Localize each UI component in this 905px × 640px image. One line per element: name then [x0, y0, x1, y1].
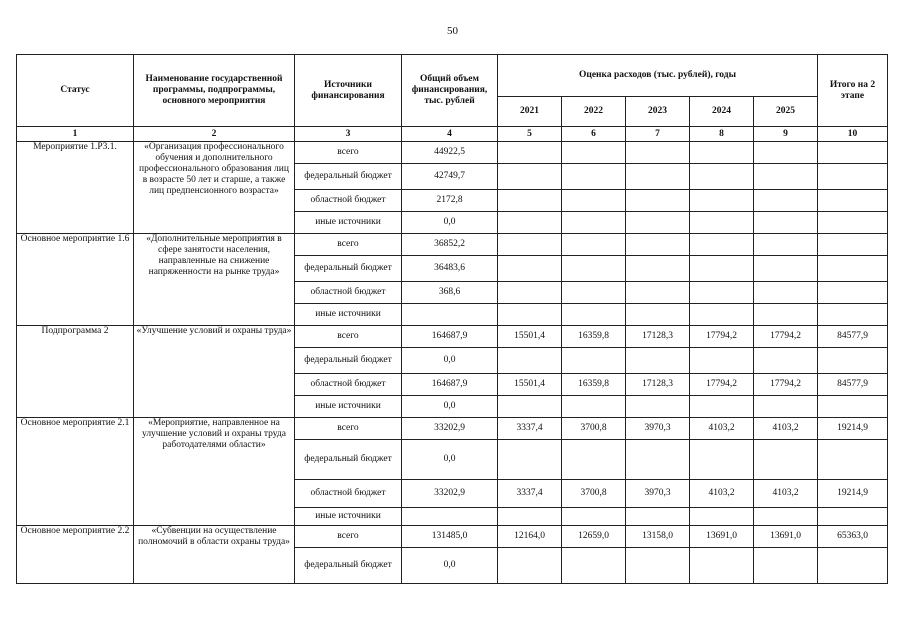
- source-cell: всего: [295, 526, 402, 548]
- column-number: 7: [626, 127, 690, 142]
- table-row: [17, 418, 888, 440]
- total-cell: 33202,9: [402, 418, 498, 440]
- year-cell: 13691,0: [754, 526, 818, 548]
- total-cell: 0,0: [402, 548, 498, 584]
- year-cell: [562, 348, 626, 374]
- column-number: 10: [818, 127, 888, 142]
- year-cell: [754, 548, 818, 584]
- year-cell: 17794,2: [690, 326, 754, 348]
- stage-total-cell: 84577,9: [818, 326, 888, 348]
- year-cell: 3700,8: [562, 480, 626, 508]
- year-cell: [498, 548, 562, 584]
- stage-total-cell: [818, 304, 888, 326]
- stage-total-cell: 84577,9: [818, 374, 888, 396]
- header-sources: Источники финансирования: [295, 55, 402, 127]
- year-cell: [562, 396, 626, 418]
- year-cell: [626, 348, 690, 374]
- year-cell: [562, 234, 626, 256]
- header-status: Статус: [17, 55, 134, 127]
- year-cell: [562, 142, 626, 164]
- year-cell: [562, 548, 626, 584]
- year-cell: 3337,4: [498, 480, 562, 508]
- column-number: 4: [402, 127, 498, 142]
- total-cell: 2172,8: [402, 190, 498, 212]
- year-cell: [562, 212, 626, 234]
- year-cell: [754, 282, 818, 304]
- year-cell: [562, 304, 626, 326]
- source-cell: всего: [295, 142, 402, 164]
- table-row: [17, 234, 888, 256]
- stage-total-cell: 65363,0: [818, 526, 888, 548]
- year-cell: [498, 142, 562, 164]
- year-cell: [690, 164, 754, 190]
- stage-total-cell: [818, 256, 888, 282]
- year-cell: [690, 142, 754, 164]
- year-cell: [690, 508, 754, 526]
- year-cell: 4103,2: [690, 480, 754, 508]
- year-cell: [690, 282, 754, 304]
- year-cell: [498, 348, 562, 374]
- year-cell: 3337,4: [498, 418, 562, 440]
- status-cell: Основное мероприятие 2.2: [17, 526, 134, 584]
- year-cell: [562, 440, 626, 480]
- year-cell: [626, 212, 690, 234]
- year-cell: 3970,3: [626, 418, 690, 440]
- year-cell: [626, 396, 690, 418]
- year-cell: [498, 396, 562, 418]
- year-cell: [754, 190, 818, 212]
- year-cell: 16359,8: [562, 326, 626, 348]
- year-cell: [754, 234, 818, 256]
- year-cell: [498, 256, 562, 282]
- year-cell: [498, 212, 562, 234]
- stage-total-cell: [818, 508, 888, 526]
- year-cell: [626, 304, 690, 326]
- year-cell: 17794,2: [754, 326, 818, 348]
- source-cell: иные источники: [295, 396, 402, 418]
- source-cell: областной бюджет: [295, 480, 402, 508]
- year-cell: [754, 348, 818, 374]
- year-cell: 13158,0: [626, 526, 690, 548]
- year-cell: [690, 440, 754, 480]
- total-cell: 0,0: [402, 348, 498, 374]
- header-year: 2025: [754, 97, 818, 127]
- total-cell: 131485,0: [402, 526, 498, 548]
- year-cell: 17794,2: [754, 374, 818, 396]
- year-cell: 17128,3: [626, 326, 690, 348]
- year-cell: [754, 164, 818, 190]
- stage-total-cell: [818, 440, 888, 480]
- stage-total-cell: [818, 348, 888, 374]
- page-number: 50: [447, 25, 458, 37]
- year-cell: 4103,2: [690, 418, 754, 440]
- year-cell: [498, 440, 562, 480]
- year-cell: 12164,0: [498, 526, 562, 548]
- column-number: 6: [562, 127, 626, 142]
- year-cell: [626, 508, 690, 526]
- year-cell: [690, 256, 754, 282]
- year-cell: [754, 440, 818, 480]
- name-cell: «Дополнительные мероприятия в сфере занятости населения, направленные на снижение напряженности на рынке труда»: [134, 234, 295, 326]
- header-year: 2021: [498, 97, 562, 127]
- year-cell: 3700,8: [562, 418, 626, 440]
- source-cell: иные источники: [295, 508, 402, 526]
- year-cell: [498, 164, 562, 190]
- name-cell: «Улучшение условий и охраны труда»: [134, 326, 295, 418]
- status-cell: Подпрограмма 2: [17, 326, 134, 418]
- total-cell: [402, 304, 498, 326]
- year-cell: [562, 164, 626, 190]
- name-cell: «Мероприятие, направленное на улучшение условий и охраны труда работодателями области»: [134, 418, 295, 526]
- status-cell: Мероприятие 1.Р3.1.: [17, 142, 134, 234]
- total-cell: 0,0: [402, 396, 498, 418]
- year-cell: 17128,3: [626, 374, 690, 396]
- year-cell: [690, 212, 754, 234]
- year-cell: [562, 256, 626, 282]
- table-row: [17, 142, 888, 164]
- column-number: 2: [134, 127, 295, 142]
- year-cell: [754, 304, 818, 326]
- year-cell: 13691,0: [690, 526, 754, 548]
- header-year: 2024: [690, 97, 754, 127]
- total-cell: 368,6: [402, 282, 498, 304]
- year-cell: [754, 256, 818, 282]
- year-cell: [562, 190, 626, 212]
- header-year: 2023: [626, 97, 690, 127]
- name-cell: «Организация профессионального обучения и дополнительного профессионального образования лиц в возрасте 50 лет и старше, а также лиц предпенсионного возраста»: [134, 142, 295, 234]
- year-cell: 15501,4: [498, 326, 562, 348]
- source-cell: всего: [295, 418, 402, 440]
- stage-total-cell: [818, 282, 888, 304]
- source-cell: федеральный бюджет: [295, 440, 402, 480]
- year-cell: [498, 304, 562, 326]
- source-cell: иные источники: [295, 304, 402, 326]
- stage-total-cell: [818, 548, 888, 584]
- total-cell: 0,0: [402, 212, 498, 234]
- source-cell: федеральный бюджет: [295, 256, 402, 282]
- year-cell: [690, 234, 754, 256]
- year-cell: 3970,3: [626, 480, 690, 508]
- source-cell: федеральный бюджет: [295, 164, 402, 190]
- stage-total-cell: [818, 212, 888, 234]
- stage-total-cell: [818, 190, 888, 212]
- source-cell: областной бюджет: [295, 282, 402, 304]
- year-cell: [690, 190, 754, 212]
- column-number: 3: [295, 127, 402, 142]
- total-cell: 164687,9: [402, 326, 498, 348]
- year-cell: [562, 508, 626, 526]
- source-cell: областной бюджет: [295, 374, 402, 396]
- total-cell: 36852,2: [402, 234, 498, 256]
- table-row: [17, 526, 888, 548]
- year-cell: [754, 508, 818, 526]
- year-cell: 4103,2: [754, 418, 818, 440]
- status-cell: Основное мероприятие 2.1: [17, 418, 134, 526]
- source-cell: областной бюджет: [295, 190, 402, 212]
- header-year: 2022: [562, 97, 626, 127]
- year-cell: [690, 304, 754, 326]
- year-cell: [626, 190, 690, 212]
- header-name: Наименование государственной программы, подпрограммы, основного мероприятия: [134, 55, 295, 127]
- budget-table: [16, 54, 888, 584]
- year-cell: [754, 212, 818, 234]
- year-cell: [498, 190, 562, 212]
- stage-total-cell: [818, 164, 888, 190]
- year-cell: 4103,2: [754, 480, 818, 508]
- column-number-row: [17, 127, 888, 142]
- year-cell: 16359,8: [562, 374, 626, 396]
- column-number: 1: [17, 127, 134, 142]
- total-cell: 44922,5: [402, 142, 498, 164]
- source-cell: всего: [295, 326, 402, 348]
- year-cell: [754, 396, 818, 418]
- header-estimate: Оценка расходов (тыс. рублей), годы: [498, 55, 818, 97]
- stage-total-cell: [818, 234, 888, 256]
- total-cell: 36483,6: [402, 256, 498, 282]
- total-cell: 164687,9: [402, 374, 498, 396]
- source-cell: федеральный бюджет: [295, 548, 402, 584]
- year-cell: [626, 282, 690, 304]
- column-number: 5: [498, 127, 562, 142]
- source-cell: федеральный бюджет: [295, 348, 402, 374]
- year-cell: [626, 548, 690, 584]
- name-cell: «Субвенции на осуществление полномочий в области охраны труда»: [134, 526, 295, 584]
- year-cell: [498, 282, 562, 304]
- status-cell: Основное мероприятие 1.6: [17, 234, 134, 326]
- year-cell: [562, 282, 626, 304]
- column-number: 8: [690, 127, 754, 142]
- total-cell: 0,0: [402, 440, 498, 480]
- year-cell: [690, 396, 754, 418]
- year-cell: [690, 548, 754, 584]
- stage-total-cell: [818, 396, 888, 418]
- year-cell: 12659,0: [562, 526, 626, 548]
- year-cell: [690, 348, 754, 374]
- total-cell: 33202,9: [402, 480, 498, 508]
- year-cell: [626, 256, 690, 282]
- total-cell: 42749,7: [402, 164, 498, 190]
- stage-total-cell: 19214,9: [818, 418, 888, 440]
- total-cell: [402, 508, 498, 526]
- source-cell: всего: [295, 234, 402, 256]
- column-number: 9: [754, 127, 818, 142]
- year-cell: [626, 440, 690, 480]
- year-cell: [626, 142, 690, 164]
- year-cell: [754, 142, 818, 164]
- header-stage-total: Итого на 2 этапе: [818, 55, 888, 127]
- header-total: Общий объем финансирования, тыс. рублей: [402, 55, 498, 127]
- stage-total-cell: 19214,9: [818, 480, 888, 508]
- year-cell: [498, 508, 562, 526]
- year-cell: [498, 234, 562, 256]
- table-row: [17, 326, 888, 348]
- source-cell: иные источники: [295, 212, 402, 234]
- year-cell: [626, 164, 690, 190]
- year-cell: 17794,2: [690, 374, 754, 396]
- stage-total-cell: [818, 142, 888, 164]
- year-cell: 15501,4: [498, 374, 562, 396]
- year-cell: [626, 234, 690, 256]
